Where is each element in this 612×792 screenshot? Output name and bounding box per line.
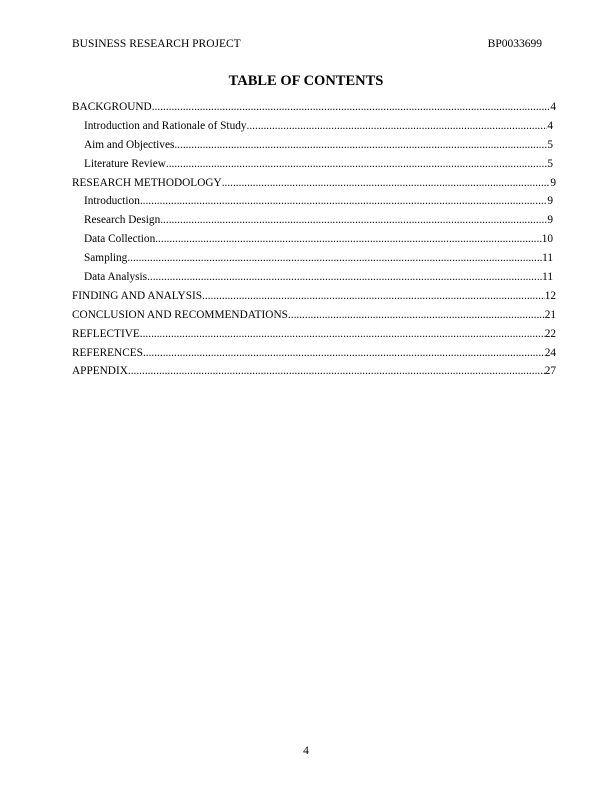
toc-entry-page: 27 — [544, 365, 556, 378]
toc-entry-label: Literature Review — [84, 157, 166, 170]
toc-entry-page: 24 — [544, 346, 556, 359]
toc-entry[interactable] — [72, 232, 553, 251]
toc-entry-label: REFLECTIVE — [72, 327, 140, 340]
toc-entry-page: 22 — [544, 327, 556, 340]
toc-entry[interactable] — [72, 289, 556, 308]
toc-entry-page: 5 — [547, 157, 553, 170]
toc-entry-page: 5 — [547, 138, 553, 151]
toc-dot-leader — [128, 364, 545, 378]
header-document-id: BP0033699 — [487, 38, 542, 50]
toc-entry-page: 10 — [541, 233, 553, 246]
toc-entry[interactable] — [72, 327, 556, 346]
page-number: 4 — [303, 745, 309, 757]
toc-entry-label: FINDING AND ANALYSIS — [72, 289, 203, 302]
toc-dot-leader — [140, 194, 547, 208]
toc-entry-label: REFERENCES — [72, 346, 143, 359]
toc-entry[interactable] — [72, 364, 556, 383]
toc-entry-page: 9 — [547, 214, 553, 227]
toc-entry-label: CONCLUSION AND RECOMMENDATIONS — [72, 308, 288, 321]
toc-dot-leader — [222, 176, 551, 190]
toc-entry-label: Research Design — [84, 214, 161, 227]
toc-dot-leader — [143, 346, 545, 360]
toc-entry-label: Data Collection — [84, 233, 156, 246]
toc-entry-page: 9 — [547, 195, 553, 208]
table-of-contents — [72, 100, 562, 383]
toc-entry-page: 11 — [542, 252, 553, 265]
toc-dot-leader — [147, 270, 542, 284]
toc-entry-label: RESEARCH METHODOLOGY — [72, 176, 222, 189]
header-title: BUSINESS RESEARCH PROJECT — [72, 38, 241, 50]
toc-dot-leader — [288, 308, 545, 322]
toc-dot-leader — [155, 232, 541, 246]
toc-entry-label: BACKGROUND — [72, 101, 152, 113]
toc-dot-leader — [152, 100, 551, 114]
toc-entry[interactable] — [72, 100, 556, 119]
toc-entry-label: Introduction — [84, 195, 140, 208]
toc-dot-leader — [166, 157, 547, 171]
toc-title: TABLE OF CONTENTS — [228, 73, 384, 89]
toc-dot-leader — [160, 213, 547, 227]
toc-entry-page: 21 — [544, 308, 556, 321]
toc-entry[interactable] — [72, 270, 553, 289]
toc-entry[interactable] — [72, 251, 553, 270]
toc-dot-leader — [202, 289, 545, 303]
toc-entry-label: Data Analysis — [84, 271, 148, 284]
toc-entry-label: APPENDIX — [72, 365, 128, 378]
toc-entry[interactable] — [72, 308, 556, 327]
toc-entry-page: 4 — [547, 119, 553, 132]
toc-entry-page: 9 — [550, 176, 556, 189]
toc-entry-label: Introduction and Rationale of Study — [84, 119, 247, 132]
toc-dot-leader — [174, 138, 547, 152]
toc-dot-leader — [127, 251, 542, 265]
toc-entry[interactable] — [72, 138, 553, 157]
toc-entry-page: 4 — [550, 101, 556, 113]
toc-dot-leader — [140, 327, 545, 341]
toc-entry[interactable] — [72, 176, 556, 195]
toc-entry-label: Sampling — [84, 252, 128, 265]
toc-entry[interactable] — [72, 194, 553, 213]
toc-entry-page: 11 — [542, 271, 553, 284]
toc-dot-leader — [247, 119, 548, 133]
toc-entry[interactable] — [72, 157, 553, 176]
toc-entry-label: Aim and Objectives — [84, 138, 175, 151]
toc-entry[interactable] — [72, 346, 556, 365]
toc-entry[interactable] — [72, 213, 553, 232]
toc-entry-page: 12 — [544, 289, 556, 302]
toc-entry[interactable] — [72, 119, 553, 138]
